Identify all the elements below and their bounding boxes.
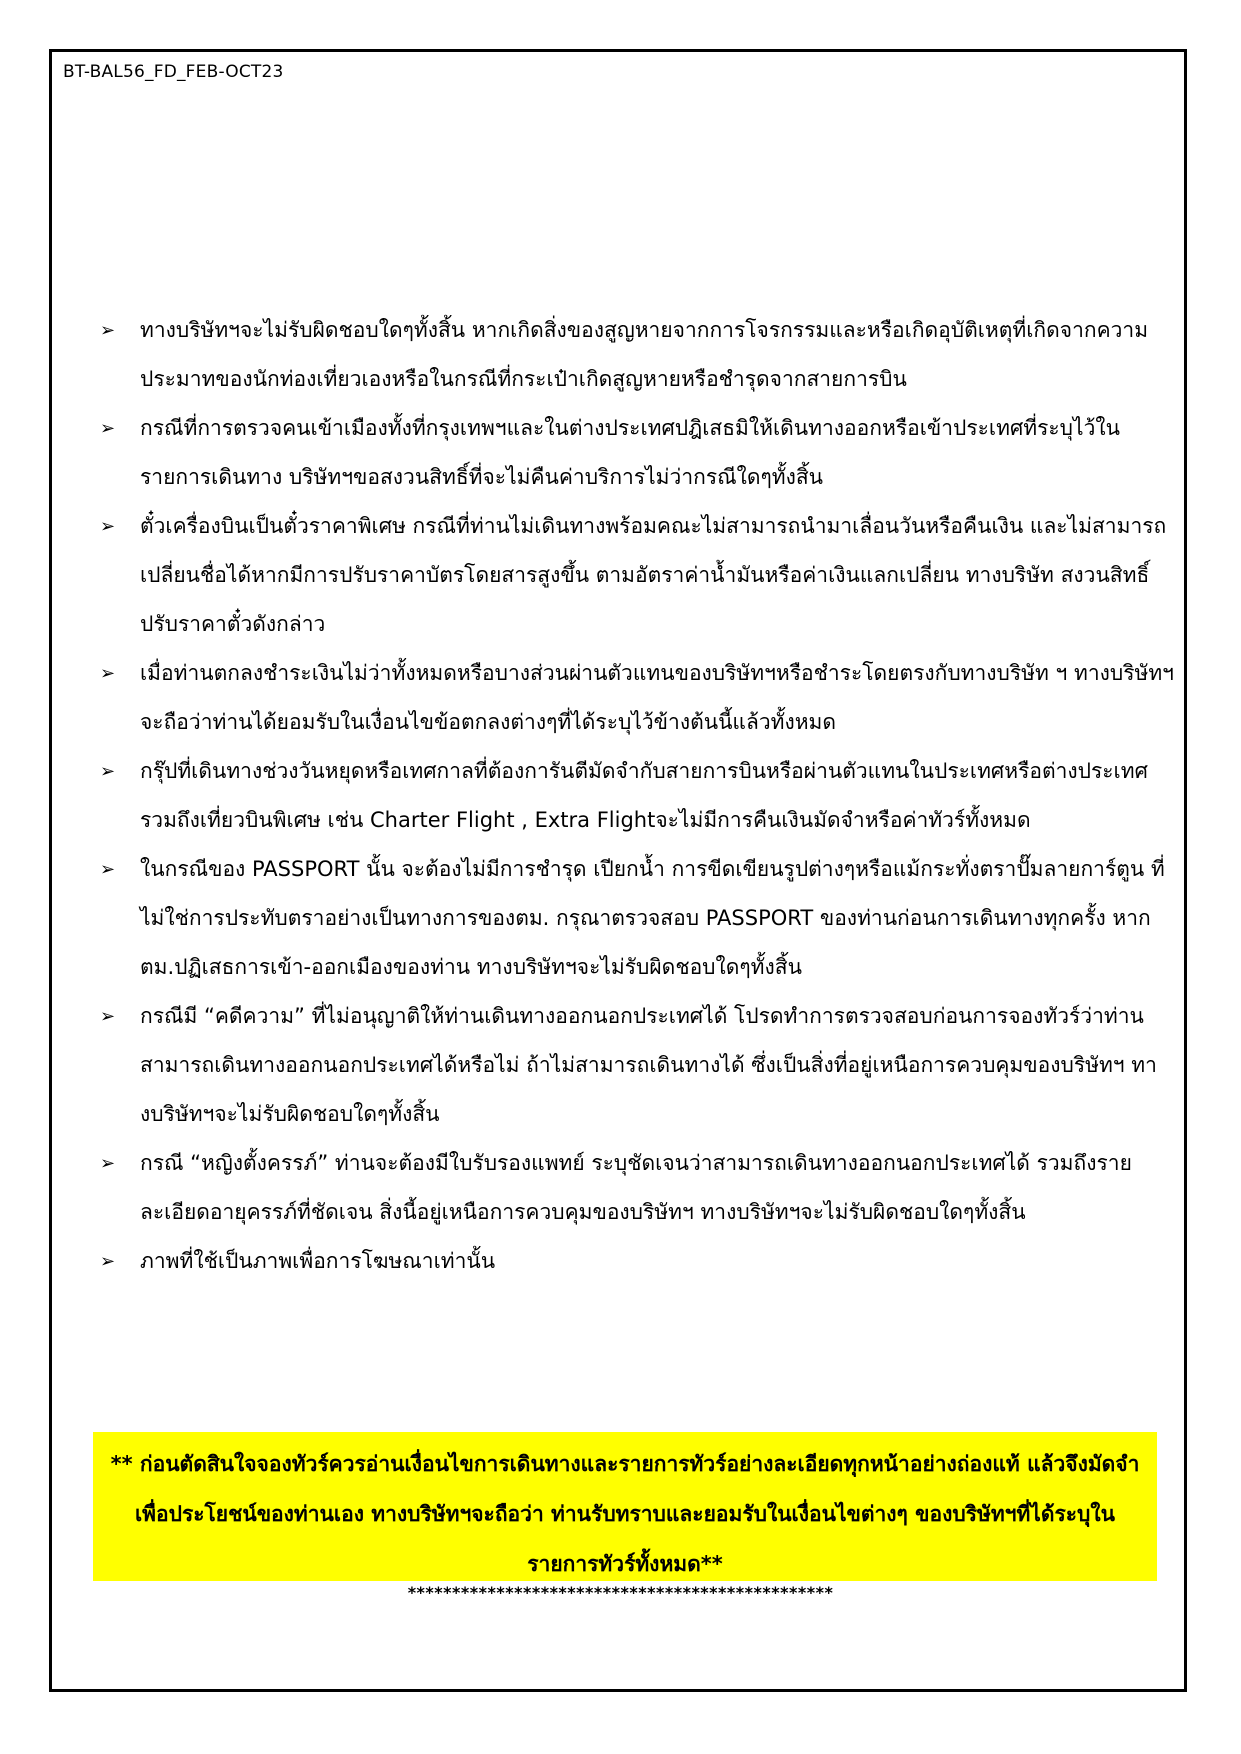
notice-text: ** ก่อนตัดสินใจจองทัวร์ควรอ่านเงื่อนไขการเดินทางและรายการทัวร์อย่างละเอียดทุกหน้าอย่างถ่องแท้ แล้วจึงมัดจำเพื่อประโยชน์ของท่านเอง ทางบริษัทฯจะถือว่า ท่านรับทราบและยอมรับในเงื่อนไขต่างๆ ของบริษัทฯที่ได้ระบุในรายการทัวร์ทั้งหมด** (110, 1452, 1140, 1576)
term-text: กรณี “หญิงตั้งครรภ์” ท่านจะต้องมีใบรับรองแพทย์ ระบุชัดเจนว่าสามารถเดินทางออกนอกประเทศได้ รวมถึงรายละเอียดอายุครรภ์ที่ชัดเจน สิ่งนี้อยู่เหนือการควบคุมของบริษัทฯ ทางบริษัทฯจะไม่รับผิดชอบใดๆทั้งสิ้น (140, 1151, 1132, 1224)
document-code: BT-BAL56_FD_FEB-OCT23 (63, 62, 284, 82)
highlighted-notice (93, 1432, 1157, 1581)
term-text: กรณีที่การตรวจคนเข้าเมืองทั้งที่กรุงเทพฯและในต่างประเทศปฎิเสธมิให้เดินทางออกหรือเข้าประเทศที่ระบุไว้ในรายการเดินทาง บริษัทฯขอสงวนสิทธิ์ที่จะไม่คืนค่าบริการไม่ว่ากรณีใดๆทั้งสิ้น (140, 416, 1120, 489)
arrow-bullet-icon: ➢ (100, 418, 116, 439)
arrow-bullet-icon: ➢ (100, 516, 116, 537)
term-text: ภาพที่ใช้เป็นภาพเพื่อการโฆษณาเท่านั้น (140, 1249, 496, 1273)
arrow-bullet-icon: ➢ (100, 320, 116, 341)
term-item (100, 845, 1180, 992)
term-text: กรุ๊ปที่เดินทางช่วงวันหยุดหรือเทศกาลที่ต้องการันตีมัดจำกับสายการบินหรือผ่านตัวแทนในประเทศหรือต่างประเทศ รวมถึงเที่ยวบินพิเศษ เช่น Charter Flight , Extra Flightจะไม่มีการคืนเงินมัดจำหรือค่าทัวร์ทั้งหมด (140, 759, 1148, 832)
term-item (100, 1237, 1180, 1286)
term-text: ตั๋วเครื่องบินเป็นตั๋วราคาพิเศษ กรณีที่ท่านไม่เดินทางพร้อมคณะไม่สามารถนำมาเลื่อนวันหรือคืนเงิน และไม่สามารถเปลี่ยนชื่อได้หากมีการปรับราคาบัตรโดยสารสูงขึ้น ตามอัตราค่าน้ำมันหรือค่าเงินแลกเปลี่ยน ทางบริษัท สงวนสิทธิ์ปรับราคาตั๋วดังกล่าว (140, 514, 1167, 636)
arrow-bullet-icon: ➢ (100, 859, 116, 880)
term-item (100, 306, 1180, 404)
term-item (100, 404, 1180, 502)
star-separator: ************************************************ (407, 1583, 834, 1602)
term-item (100, 747, 1180, 845)
arrow-bullet-icon: ➢ (100, 1251, 116, 1272)
terms-list (100, 306, 1180, 1286)
term-text: กรณีมี “คดีความ” ที่ไม่อนุญาติให้ท่านเดินทางออกนอกประเทศได้ โปรดทำการตรวจสอบก่อนการจองทัวร์ว่าท่านสามารถเดินทางออกนอกประเทศได้หรือไม่ ถ้าไม่สามารถเดินทางได้ ซึ่งเป็นสิ่งที่อยู่เหนือการควบคุมของบริษัทฯ ทางบริษัทฯจะไม่รับผิดชอบใดๆทั้งสิ้น (140, 1004, 1157, 1126)
term-text: เมื่อท่านตกลงชำระเงินไม่ว่าทั้งหมดหรือบางส่วนผ่านตัวแทนของบริษัทฯหรือชำระโดยตรงกับทางบริษัท ฯ ทางบริษัทฯจะถือว่าท่านได้ยอมรับในเงื่อนไขข้อตกลงต่างๆที่ได้ระบุไว้ข้างต้นนี้แล้วทั้งหมด (140, 661, 1174, 734)
arrow-bullet-icon: ➢ (100, 1006, 116, 1027)
arrow-bullet-icon: ➢ (100, 1153, 116, 1174)
term-item (100, 649, 1180, 747)
arrow-bullet-icon: ➢ (100, 761, 116, 782)
term-text: ในกรณีของ PASSPORT นั้น จะต้องไม่มีการชำรุด เปียกน้ำ การขีดเขียนรูปต่างๆหรือแม้กระทั่งตราปั๊มลายการ์ตูน ที่ไม่ใช่การประทับตราอย่างเป็นทางการของตม. กรุณาตรวจสอบ PASSPORT ของท่านก่อนการเดินทางทุกครั้ง หาก ตม.ปฏิเสธการเข้า-ออกเมืองของท่าน ทางบริษัทฯจะไม่รับผิดชอบใดๆทั้งสิ้น (140, 857, 1165, 979)
arrow-bullet-icon: ➢ (100, 663, 116, 684)
term-text: ทางบริษัทฯจะไม่รับผิดชอบใดๆทั้งสิ้น หากเกิดสิ่งของสูญหายจากการโจรกรรมและหรือเกิดอุบัติเหตุที่เกิดจากความประมาทของนักท่องเที่ยวเองหรือในกรณีที่กระเป๋าเกิดสูญหายหรือชำรุดจากสายการบิน (140, 318, 1149, 391)
term-item (100, 1139, 1180, 1237)
term-item (100, 502, 1180, 649)
term-item (100, 992, 1180, 1139)
